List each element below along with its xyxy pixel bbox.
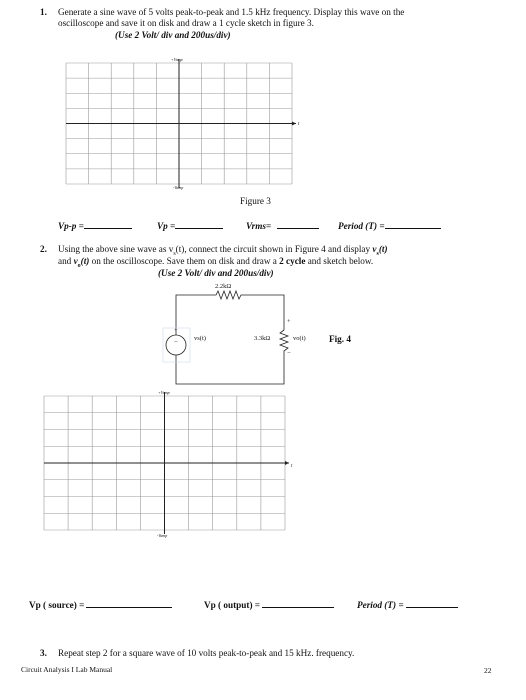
q2-grid-bottom-label: -Vamp [157, 533, 168, 538]
q1-period-field[interactable] [338, 220, 441, 232]
q2-vp-source-label: Vp ( source) = [29, 600, 85, 610]
q2-line1-sub: s [173, 250, 176, 257]
q1-vpp-field[interactable] [58, 220, 132, 232]
resistor-right-label: 3.3kΩ [254, 335, 271, 342]
resistor-2k2-symbol [213, 291, 247, 299]
q1-vp-blank[interactable] [175, 220, 223, 229]
q3-text: Repeat step 2 for a square wave of 10 volts peak-to-peak and 15 kHz. frequency. [58, 648, 355, 658]
source-label: vs(t) [194, 335, 206, 342]
q2-line2-a: and [58, 256, 74, 266]
q2-line1-b: (t), connect the circuit shown in Figure 4 and display [175, 244, 373, 254]
figure-3-caption: Figure 3 [240, 196, 271, 206]
q2-line2-bold: 2 cycle [279, 256, 306, 266]
q2-line2-v: v [73, 256, 78, 266]
q2-scale-note: (Use 2 Volt/ div and 200us/div) [158, 268, 274, 278]
source-plus: + [174, 327, 178, 334]
q2-line1-vs-t: (t) [378, 244, 388, 254]
q2-sketch-grid[interactable] [44, 396, 289, 530]
q1-vp-field[interactable] [157, 220, 223, 232]
q3-number: 3. [40, 648, 47, 658]
q2-vp-output-label: Vp ( output) = [204, 600, 261, 610]
wire-top-left [176, 295, 213, 339]
q1-number: 1. [40, 7, 47, 17]
q2-grid-top-label: +Vamp [158, 390, 170, 395]
q1-period-label: Period (T) = [338, 221, 385, 231]
q2-line2-c: and sketch below. [305, 256, 374, 266]
q1-line1: Generate a sine wave of 5 volts peak-to-peak and 1.5 kHz frequency. Display this wave on the [58, 7, 405, 17]
time-axis-arrow-icon [285, 461, 289, 465]
figure-4-caption: Fig. 4 [329, 334, 351, 344]
output-plus: + [287, 318, 291, 325]
source-minus: − [174, 339, 178, 346]
q2-period-blank[interactable] [406, 599, 458, 608]
output-minus: − [287, 350, 291, 357]
footer-manual-title: Circuit Analysis I Lab Manual [21, 665, 113, 674]
resistor-top-label: 2.2kΩ [215, 283, 232, 290]
q2-line2-b: on the oscilloscope. Save them on disk and draw a [89, 256, 280, 266]
q1-vpp-blank[interactable] [84, 220, 132, 229]
q2-vp-output-blank[interactable] [262, 599, 334, 608]
figure-4-circuit [160, 283, 305, 390]
q1-vrms-blank[interactable] [277, 220, 319, 229]
q1-period-blank[interactable] [385, 220, 441, 229]
q2-period-label: Period (T) = [357, 600, 404, 610]
q1-vp-label: Vp = [157, 221, 176, 231]
q1-vrms-field[interactable] [246, 220, 319, 232]
q1-vpp-label: Vp-p = [58, 221, 84, 231]
q1-scale-note: (Use 2 Volt/ div and 200us/div) [115, 30, 231, 40]
wire-top-right [247, 295, 284, 327]
q1-grid-top-label: +Vamp [171, 57, 183, 62]
output-label: vo(t) [293, 335, 306, 342]
q2-vp-output-field[interactable] [204, 599, 334, 611]
q2-number: 2. [40, 244, 47, 254]
q2-axis-label: t [291, 464, 293, 469]
q2-period-field[interactable] [357, 599, 458, 611]
footer-page-number: 22 [484, 666, 492, 675]
q1-axis-label: t [298, 122, 300, 127]
figure-3-grid[interactable] [66, 63, 296, 184]
q1-line2: oscilloscope and save it on disk and draw a 1 cycle sketch in figure 3. [58, 18, 314, 28]
q1-vrms-label: Vrms= [246, 221, 272, 231]
q1-grid-bottom-label: -Vamp [173, 185, 184, 190]
q2-vp-source-field[interactable] [29, 599, 172, 611]
time-axis-arrow-icon [292, 122, 296, 126]
q2-line1-vs-sub: s [376, 250, 379, 257]
q2-line1-a: Using the above sine wave as v [58, 244, 174, 254]
q2-line2-sub: o [77, 262, 81, 269]
q2-vp-source-blank[interactable] [86, 599, 172, 608]
wire-bottom [176, 351, 284, 384]
q2-line1-vs: v [372, 244, 377, 254]
q2-line2-t: (t) [80, 256, 90, 266]
